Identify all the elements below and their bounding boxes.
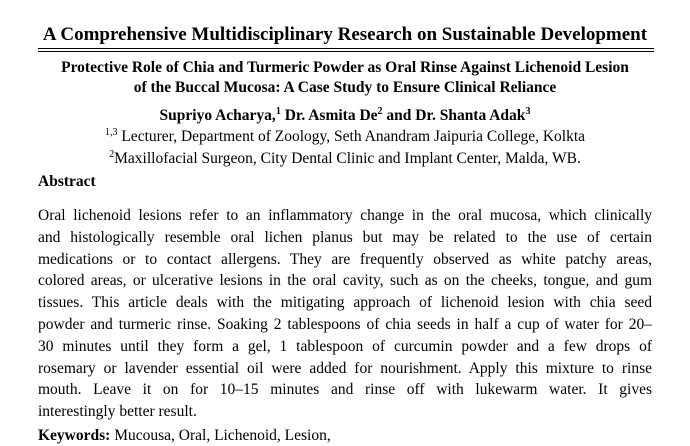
abstract-line: colored areas, or ulcerative lesions in the oral cavity, such as on the cheeks, tongue, and gum bbox=[38, 272, 652, 290]
title-rule-lower bbox=[38, 51, 654, 52]
author-list bbox=[0, 106, 690, 126]
keywords-text: Mucousa, Oral, Lichenoid, Lesion, bbox=[110, 427, 331, 444]
title-rule-upper bbox=[38, 48, 654, 49]
keywords bbox=[38, 426, 331, 446]
abstract-line: powder and turmeric rinse. Soaking 2 tablespoons of chia seeds in half a cup of water for 20– bbox=[38, 315, 652, 333]
author-name: Supriyo Acharya, bbox=[159, 107, 276, 124]
abstract-line: medications or to contact allergens. They are frequently observed as white patchy areas, bbox=[38, 250, 652, 268]
book-title: A Comprehensive Multidisciplinary Research on Sustainable Development bbox=[42, 24, 648, 45]
abstract-line: interestingly better result. bbox=[38, 403, 197, 421]
article-title bbox=[20, 58, 670, 98]
affiliation-superscript: 2 bbox=[109, 149, 115, 160]
author-superscript: 2 bbox=[377, 106, 383, 117]
affiliation bbox=[0, 127, 690, 147]
keywords-label: Keywords: bbox=[38, 427, 111, 444]
abstract-line: Oral lichenoid lesions refer to an inflammatory change in the oral mucosa, which clinically bbox=[38, 207, 652, 224]
affiliation bbox=[0, 149, 690, 169]
author-separator: and bbox=[382, 107, 416, 124]
affiliation-text: Maxillofacial Surgeon, City Dental Clinic and Implant Center, Malda, WB. bbox=[114, 150, 581, 167]
author-superscript: 3 bbox=[525, 106, 531, 117]
abstract-line: mouth. Leave it on for 10–15 minutes and rinse off with lukewarm water. It gives bbox=[38, 381, 652, 399]
author-name: Dr. Shanta Adak bbox=[415, 107, 526, 124]
abstract-line: tissues. This article deals with the mitigating approach of lichenoid lesion with chia seed bbox=[38, 294, 652, 312]
abstract-heading: Abstract bbox=[38, 173, 96, 190]
author-name: Dr. Asmita De bbox=[284, 107, 378, 124]
affiliation-superscript: 1,3 bbox=[104, 127, 118, 138]
author-superscript: 1 bbox=[275, 106, 281, 117]
abstract-line: 30 minutes until they form a gel, 1 tablespoon of curcumin powder and a few drops of bbox=[38, 337, 652, 355]
abstract-line: rosemary or lavender essential oil were added for nourishment. Apply this mixture to rinse bbox=[38, 359, 652, 377]
article-title-line-1: Protective Role of Chia and Turmeric Powder as Oral Rinse Against Lichenoid Lesion bbox=[61, 59, 629, 76]
article-title-line-2: of the Buccal Mucosa: A Case Study to Ensure Clinical Reliance bbox=[133, 79, 557, 96]
abstract-body bbox=[38, 205, 652, 423]
affiliation-text: Lecturer, Department of Zoology, Seth Anandram Jaipuria College, Kolkta bbox=[121, 128, 586, 145]
abstract-line: and histologically resemble oral lichen planus but may be related to the use of certain bbox=[38, 228, 652, 246]
